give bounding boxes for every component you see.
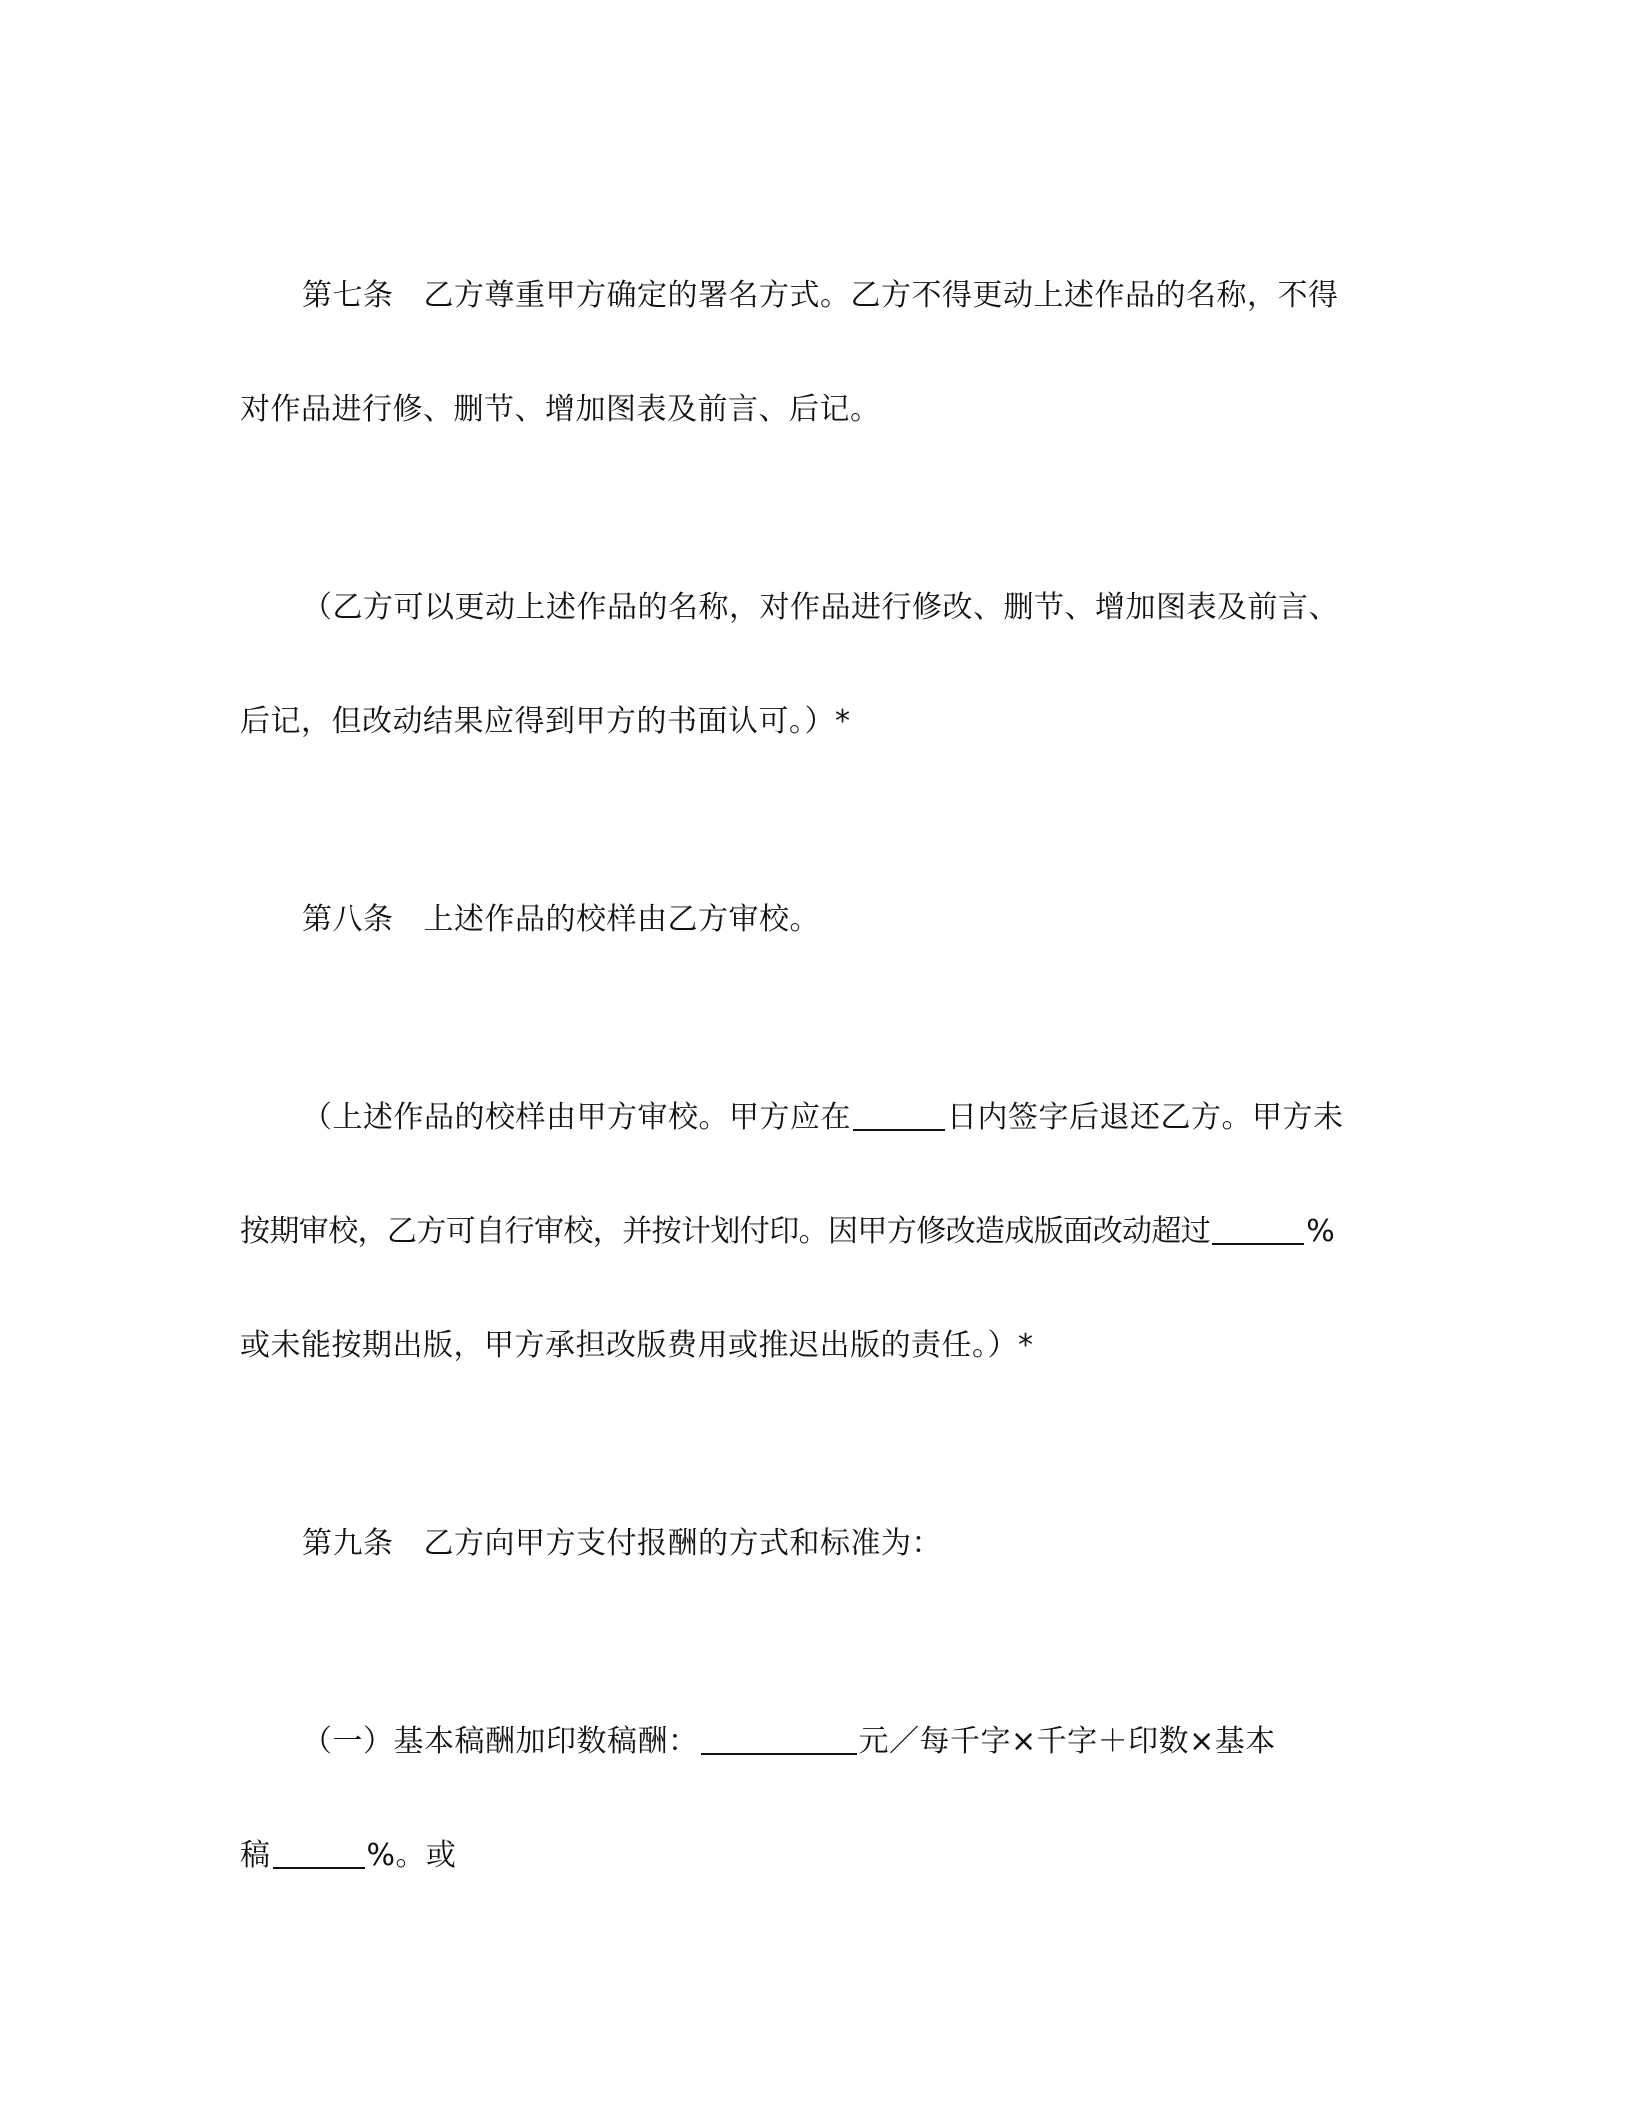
article-9-item-1-text-c: 稿 [240,1838,271,1873]
article-9-label: 第九条 [302,1526,394,1561]
article-8-alt-line-2 [240,1212,1334,1252]
article-8-alt-text-1a: （上述作品的校样由甲方审校。甲方应在 [302,1100,851,1135]
base-percent-blank[interactable] [273,1837,365,1869]
article-7-alt-line-1 [302,588,1339,628]
article-8-alt-line-3 [240,1326,1034,1366]
article-8-alt-text-3: 或未能按期出版，甲方承担改版费用或推迟出版的责任。）* [240,1328,1034,1363]
article-7-line-2 [240,390,881,430]
article-7-alt-text-1: （乙方可以更动上述作品的名称，对作品进行修改、删节、增加图表及前言、 [302,590,1339,625]
article-8-text-1: 上述作品的校样由乙方审校。 [423,902,820,937]
article-8-alt-text-2b: % [1306,1214,1335,1249]
article-8-alt-text-1b: 日内签字后退还乙方。甲方未 [947,1100,1344,1135]
percent-blank[interactable] [1212,1213,1304,1245]
rate-blank[interactable] [701,1723,857,1755]
article-9-line-1 [302,1524,942,1564]
article-7-alt-text-2: 后记，但改动结果应得到甲方的书面认可。）* [240,704,851,739]
days-blank[interactable] [853,1099,945,1131]
article-7-line-1 [302,276,1339,316]
article-9-text-1: 乙方向甲方支付报酬的方式和标准为： [423,1526,942,1561]
article-7-label: 第七条 [302,278,394,313]
article-8-line-1 [302,900,820,940]
article-8-label: 第八条 [302,902,394,937]
article-9-item-1-text-b: 元／每千字×千字＋印数×基本 [858,1724,1276,1759]
article-7-alt-line-2 [240,702,851,742]
article-9-item-1-text-a: （一）基本稿酬加印数稿酬： [302,1724,699,1759]
article-9-item-1-text-d: %。或 [366,1838,457,1873]
article-9-item-1-line-2 [240,1836,457,1876]
article-8-alt-text-2a: 按期审校，乙方可自行审校，并按计划付印。因甲方修改造成版面改动超过 [240,1214,1211,1249]
article-8-alt-line-1 [302,1098,1344,1138]
article-9-item-1-line-1 [302,1722,1276,1762]
article-7-text-2: 对作品进行修、删节、增加图表及前言、后记。 [240,392,881,427]
article-7-text-1: 乙方尊重甲方确定的署名方式。乙方不得更动上述作品的名称，不得 [423,278,1339,313]
